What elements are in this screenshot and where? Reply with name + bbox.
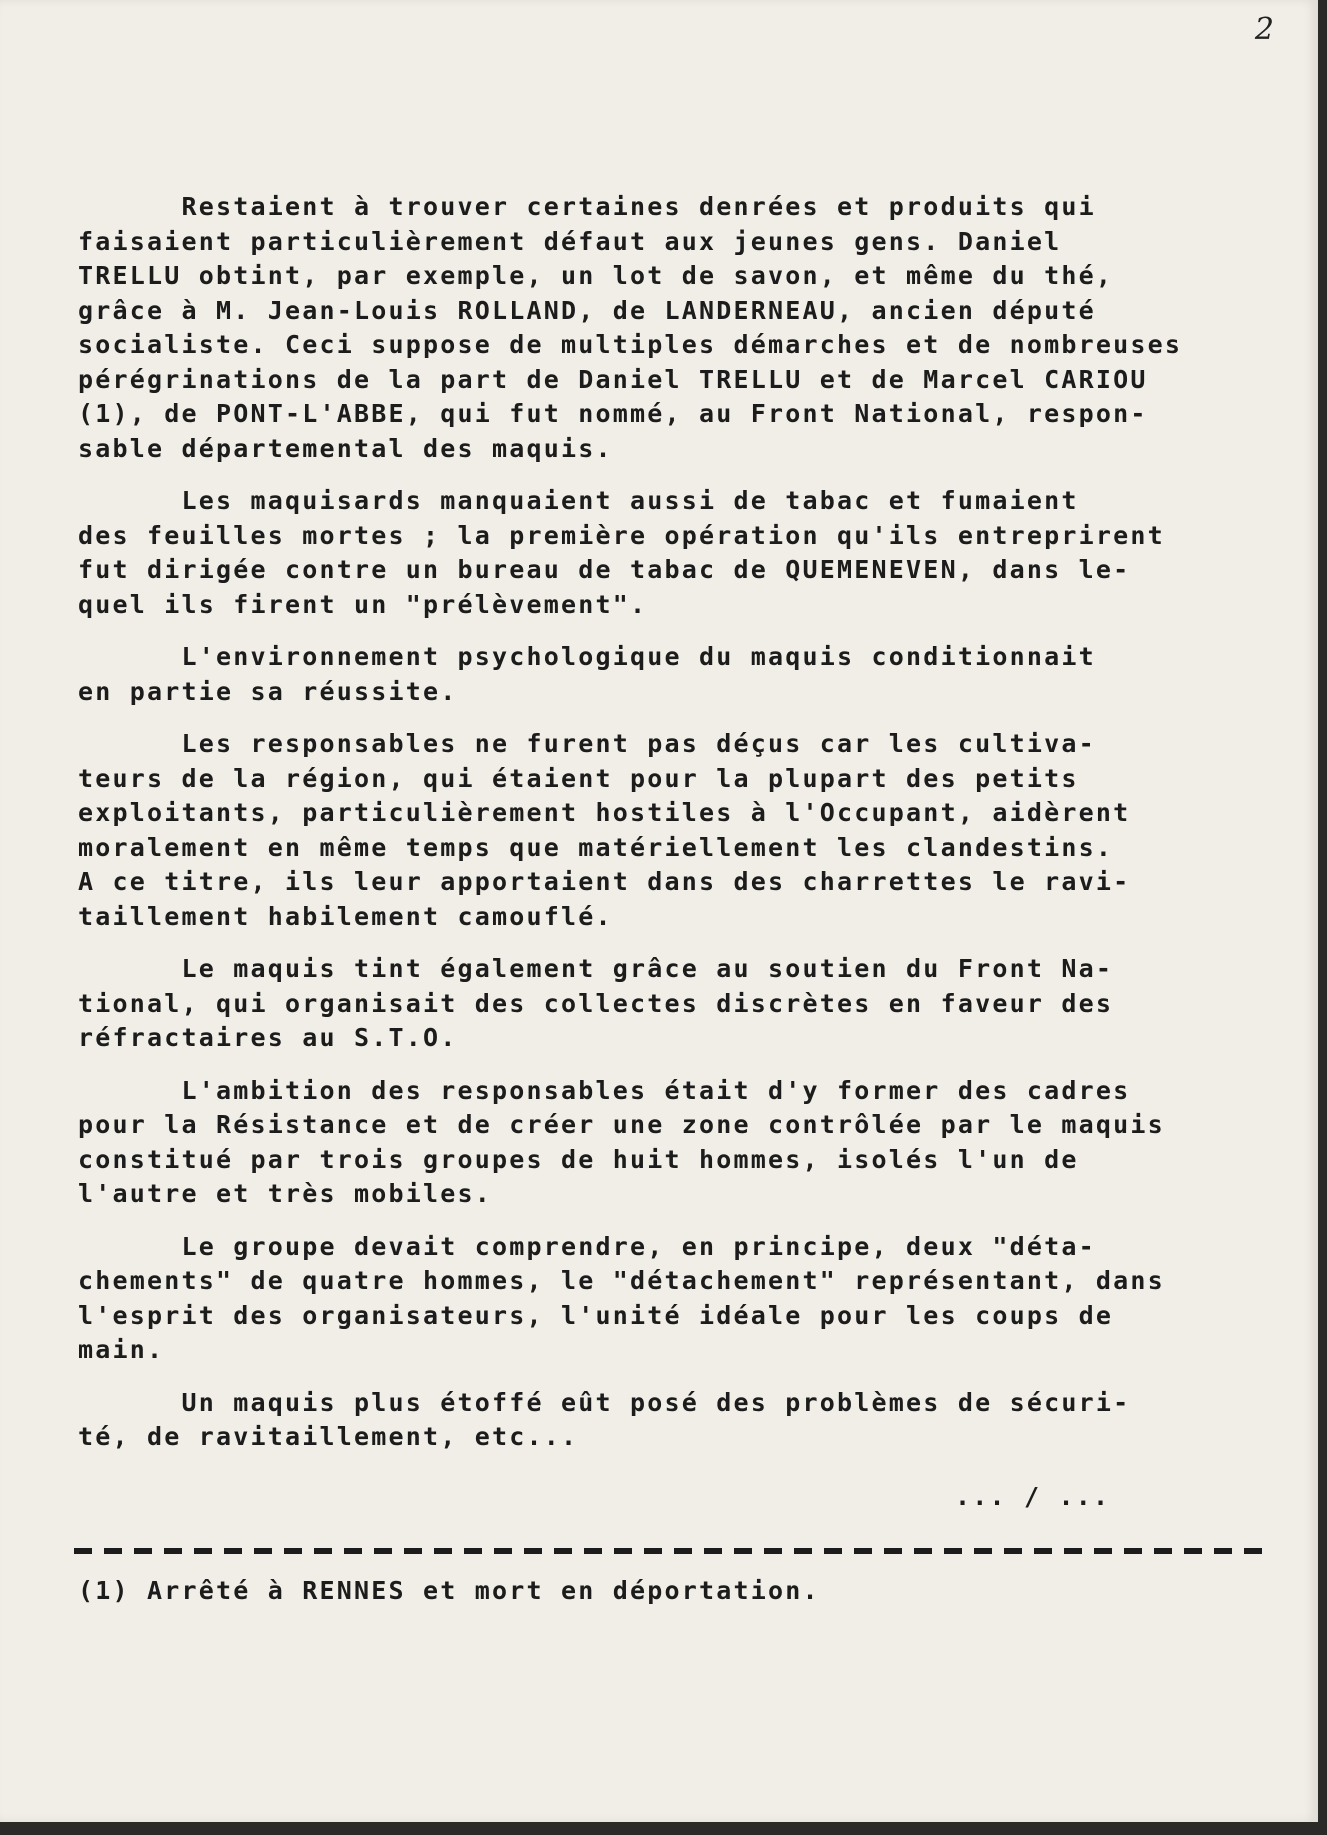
text-line: tional, qui organisait des collectes discrètes en faveur des (78, 988, 1114, 1018)
paragraph (78, 484, 1318, 622)
paragraph (78, 640, 1318, 709)
text-line: fut dirigée contre un bureau de tabac de QUEMENEVEN, dans le- (78, 555, 1131, 584)
text-line: L'ambition des responsables était d'y former des cadres (78, 1075, 1131, 1105)
text-line: socialiste. Ceci suppose de multiples démarches et de nombreuses (78, 330, 1183, 359)
text-line: grâce à M. Jean-Louis ROLLAND, de LANDERNEAU, ancien député (78, 295, 1096, 325)
text-line: l'autre et très mobiles. (78, 1179, 493, 1208)
text-line: moralement en même temps que matériellement les clandestins. (78, 832, 1114, 862)
footnote: (1) Arrêté à RENNES et mort en déportation. (78, 1576, 820, 1605)
text-line: TRELLU obtint, par exemple, un lot de savon, et même du thé, (78, 261, 1114, 290)
paragraph (78, 190, 1318, 466)
text-line: constitué par trois groupes de huit hommes, isolés l'un de (78, 1144, 1079, 1174)
text-line: exploitants, particulièrement hostiles à l'Occupant, aidèrent (78, 798, 1131, 827)
paragraph (78, 1230, 1318, 1368)
text-line: Un maquis plus étoffé eût posé des problèmes de sécuri- (78, 1387, 1131, 1417)
text-line: A ce titre, ils leur apportaient dans des charrettes le ravi- (78, 867, 1131, 896)
text-line: réfractaires au S.T.O. (78, 1023, 458, 1052)
text-line: taillement habilement camouflé. (78, 901, 613, 931)
text-line: pérégrinations de la part de Daniel TRELLU et de Marcel CARIOU (78, 364, 1148, 394)
page-number: 2 (1254, 12, 1274, 47)
paragraph (78, 952, 1318, 1056)
text-line: quel ils firent un "prélèvement". (78, 589, 648, 619)
paragraph (78, 727, 1318, 934)
text-line: chements" de quatre hommes, le "détachement" représentant, dans (78, 1266, 1165, 1295)
text-line: Restaient à trouver certaines denrées et produits qui (78, 192, 1096, 221)
text-line: l'esprit des organisateurs, l'unité idéale pour les coups de (78, 1300, 1114, 1330)
text-line: pour la Résistance et de créer une zone contrôlée par le maquis (78, 1110, 1165, 1139)
text-line: des feuilles mortes ; la première opération qu'ils entreprirent (78, 520, 1165, 550)
text-line: teurs de la région, qui étaient pour la plupart des petits (78, 763, 1079, 793)
text-line: faisaient particulièrement défaut aux jeunes gens. Daniel (78, 226, 1062, 256)
text-line: en partie sa réussite. (78, 676, 458, 706)
body-text (78, 190, 1318, 1473)
page-edge-shadow (1318, 0, 1327, 1835)
paragraph (78, 1386, 1318, 1455)
text-line: (1), de PONT-L'ABBE, qui fut nommé, au Front National, respon- (78, 399, 1148, 428)
text-line: Les responsables ne furent pas déçus car les cultiva- (78, 729, 1096, 758)
text-line: sable départemental des maquis. (78, 433, 613, 463)
continuation-mark: ... / ... (955, 1482, 1111, 1511)
text-line: té, de ravitaillement, etc... (78, 1422, 579, 1451)
text-line: main. (78, 1335, 165, 1364)
text-line: Les maquisards manquaient aussi de tabac et fumaient (78, 486, 1079, 515)
text-line: Le groupe devait comprendre, en principe, deux "déta- (78, 1231, 1096, 1261)
paragraph (78, 1074, 1318, 1212)
text-line: Le maquis tint également grâce au soutien du Front Na- (78, 954, 1114, 983)
page-bottom-shadow (0, 1822, 1327, 1835)
text-line: L'environnement psychologique du maquis conditionnait (78, 642, 1096, 671)
footnote-separator (74, 1548, 1266, 1554)
